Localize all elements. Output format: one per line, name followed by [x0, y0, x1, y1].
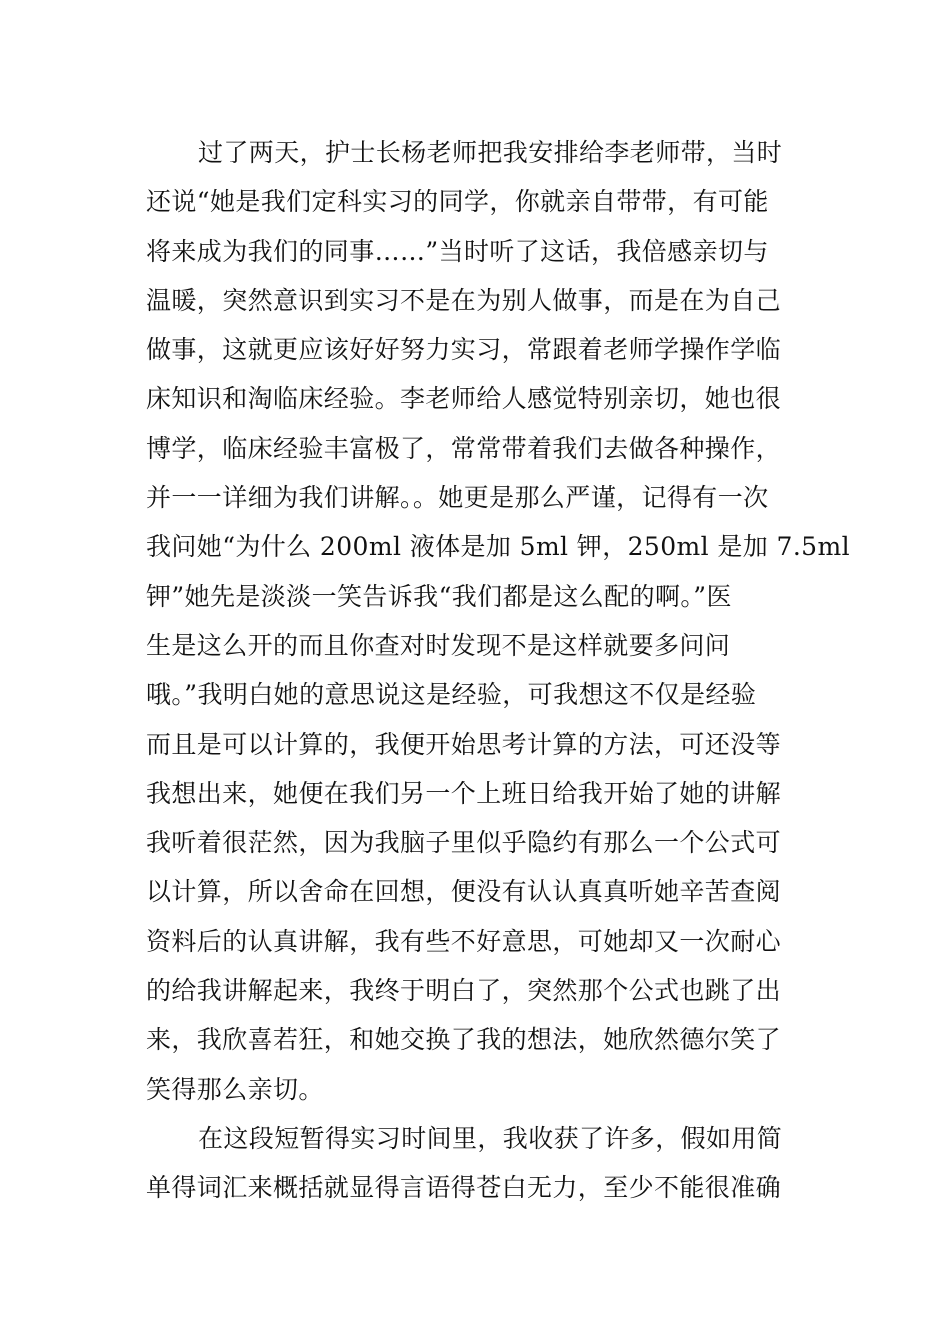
document-body	[146, 128, 850, 1213]
text-line: 博学，临床经验丰富极了，常常带着我们去做各种操作，	[146, 433, 782, 463]
text-line: 我问她“为什么 200ml 液体是加 5ml 钾，250ml 是加 7.5ml	[146, 532, 850, 562]
text-line: 温暖，突然意识到实习不是在为别人做事，而是在为自己	[146, 285, 782, 315]
text-line: 以计算，所以舍命在回想，便没有认认真真听她辛苦查阅	[146, 877, 782, 907]
text-line: 而且是可以计算的，我便开始思考计算的方法，可还没等	[146, 729, 782, 759]
text-line: 并一一详细为我们讲解。。她更是那么严谨，记得有一次	[146, 483, 769, 513]
text-line: 笑得那么亲切。	[146, 1074, 324, 1104]
text-line: 生是这么开的而且你查对时发现不是这样就要多问问	[146, 630, 731, 660]
text-line: 资料后的认真讲解，我有些不好意思，可她却又一次耐心	[146, 926, 782, 956]
text-line: 还说“她是我们定科实习的同学，你就亲自带带，有可能	[146, 187, 769, 217]
text-line: 的给我讲解起来，我终于明白了，突然那个公式也跳了出	[146, 976, 782, 1006]
text-line: 单得词汇来概括就显得言语得苍白无力，至少不能很准确	[146, 1173, 782, 1203]
text-line: 来，我欣喜若狂，和她交换了我的想法，她欣然德尔笑了	[146, 1025, 782, 1055]
text-line: 我听着很茫然，因为我脑子里似乎隐约有那么一个公式可	[146, 828, 782, 858]
text-line: 我想出来，她便在我们另一个上班日给我开始了她的讲解	[146, 778, 782, 808]
text-line: 哦。”我明白她的意思说这是经验，可我想这不仅是经验	[146, 680, 757, 710]
text-line: 过了两天，护士长杨老师把我安排给李老师带，当时	[198, 138, 783, 167]
text-line: 在这段短暂得实习时间里，我收获了许多，假如用简	[198, 1123, 783, 1153]
text-line: 床知识和淘临床经验。李老师给人感觉特别亲切，她也很	[146, 384, 782, 414]
text-line: 将来成为我们的同事……”当时听了这话，我倍感亲切与	[146, 236, 769, 266]
text-line: 做事，这就更应该好好努力实习，常跟着老师学操作学临	[146, 335, 782, 365]
text-line: 钾”她先是淡淡一笑告诉我“我们都是这么配的啊。”医	[146, 581, 732, 611]
